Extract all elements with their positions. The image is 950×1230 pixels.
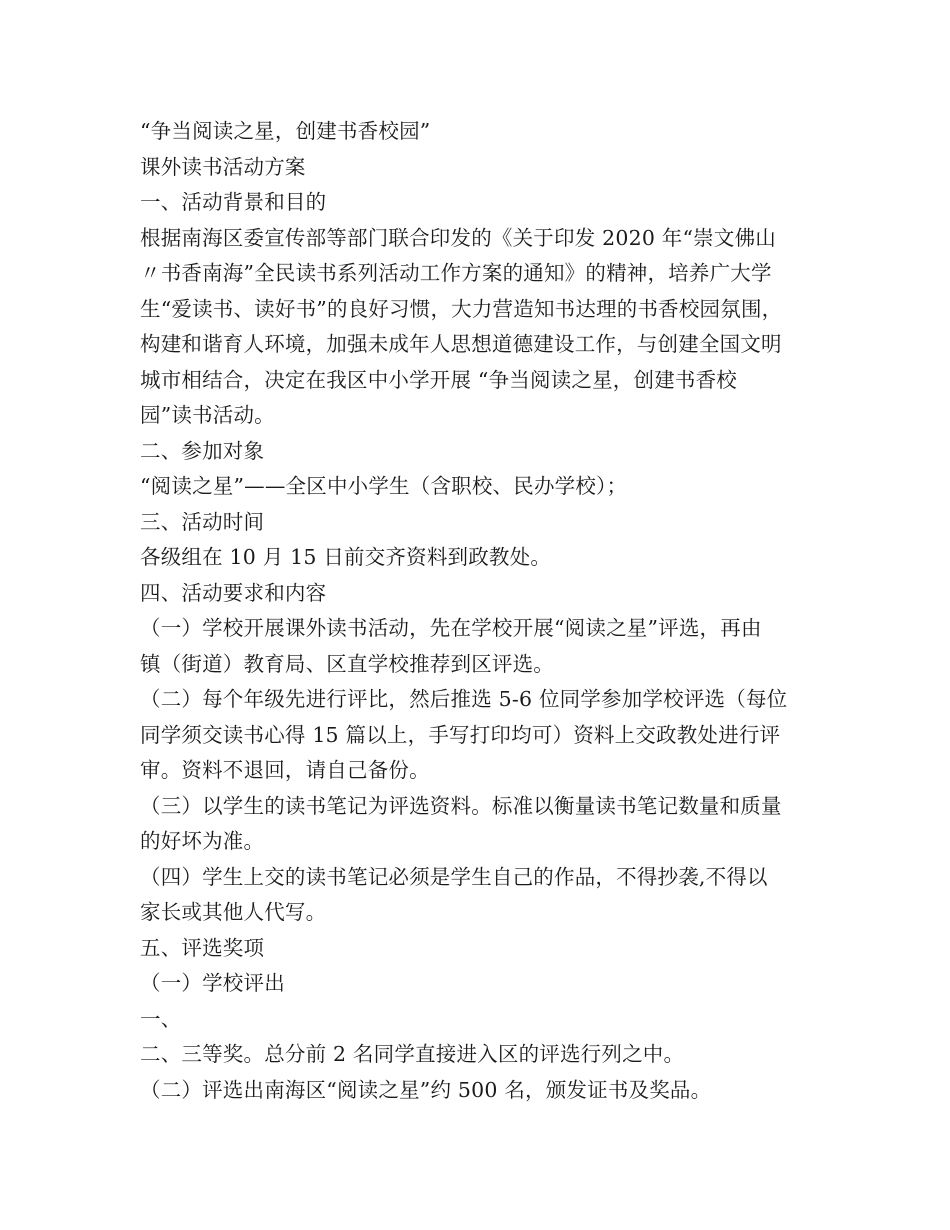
paragraph-line: 城市相结合，决定在我区中小学开展 “争当阅读之星，创建书香校 xyxy=(140,367,737,392)
section-heading-time: 三、活动时间 xyxy=(140,509,265,534)
paragraph-line: “阅读之星”——全区中小学生（含职校、民办学校）； xyxy=(140,474,628,498)
paragraph-line: 镇（街道）教育局、区直学校推荐到区评选。 xyxy=(140,651,554,676)
paragraph-line: （二）评选出南海区“阅读之星”约 500 名，颁发证书及奖品。 xyxy=(140,1077,712,1102)
paragraph-line: 各级组在 10 月 15 日前交齐资料到政教处。 xyxy=(140,545,552,569)
paragraph-line: 家长或其他人代写。 xyxy=(140,900,327,924)
paragraph-line: （一）学校评出 xyxy=(140,971,285,995)
paragraph-line: 的好坏为准。 xyxy=(140,829,265,853)
paragraph-line: 审。资料不退回，请自己备份。 xyxy=(140,758,430,782)
section-heading-background: 一、活动背景和目的 xyxy=(140,190,327,214)
document-body xyxy=(140,114,820,1108)
paragraph-line: 园”读书活动。 xyxy=(140,403,275,427)
document-subtitle: 课外读书活动方案 xyxy=(140,154,306,179)
paragraph-line: （三）以学生的读书笔记为评选资料。标准以衡量读书笔记数量和质量 xyxy=(140,793,782,818)
paragraph-line: 一、 xyxy=(140,1006,182,1031)
paragraph-line: 生“爱读书、读好书”的良好习惯，大力营造知书达理的书香校园氛围， xyxy=(140,296,783,321)
paragraph-line: 根据南海区委宣传部等部门联合印发的《关于印发 2020 年“崇文佛山 xyxy=(140,225,776,250)
section-heading-requirements: 四、活动要求和内容 xyxy=(140,580,327,605)
section-heading-participants: 二、参加对象 xyxy=(140,438,265,463)
paragraph-line: 〃书香南海”全民读书系列活动工作方案的通知》的精神，培养广大学 xyxy=(140,261,772,285)
paragraph-line: 同学须交读书心得 15 篇以上，手写打印均可）资料上交政教处进行评 xyxy=(140,722,781,747)
paragraph-line: 构建和谐育人环境，加强未成年人思想道德建设工作，与创建全国文明 xyxy=(140,332,782,356)
paragraph-line: （二）每个年级先进行评比，然后推选 5-6 位同学参加学校评选（每位 xyxy=(140,687,788,711)
document-title: “争当阅读之星，创建书香校园” xyxy=(140,119,431,143)
paragraph-line: （一）学校开展课外读书活动，先在学校开展“阅读之星”评选，再由 xyxy=(140,616,762,640)
paragraph-line: 二、三等奖。总分前 2 名同学直接进入区的评选行列之中。 xyxy=(140,1042,685,1066)
section-heading-awards: 五、评选奖项 xyxy=(140,935,265,960)
paragraph-line: （四）学生上交的读书笔记必须是学生自己的作品，不得抄袭,不得以 xyxy=(140,864,768,889)
